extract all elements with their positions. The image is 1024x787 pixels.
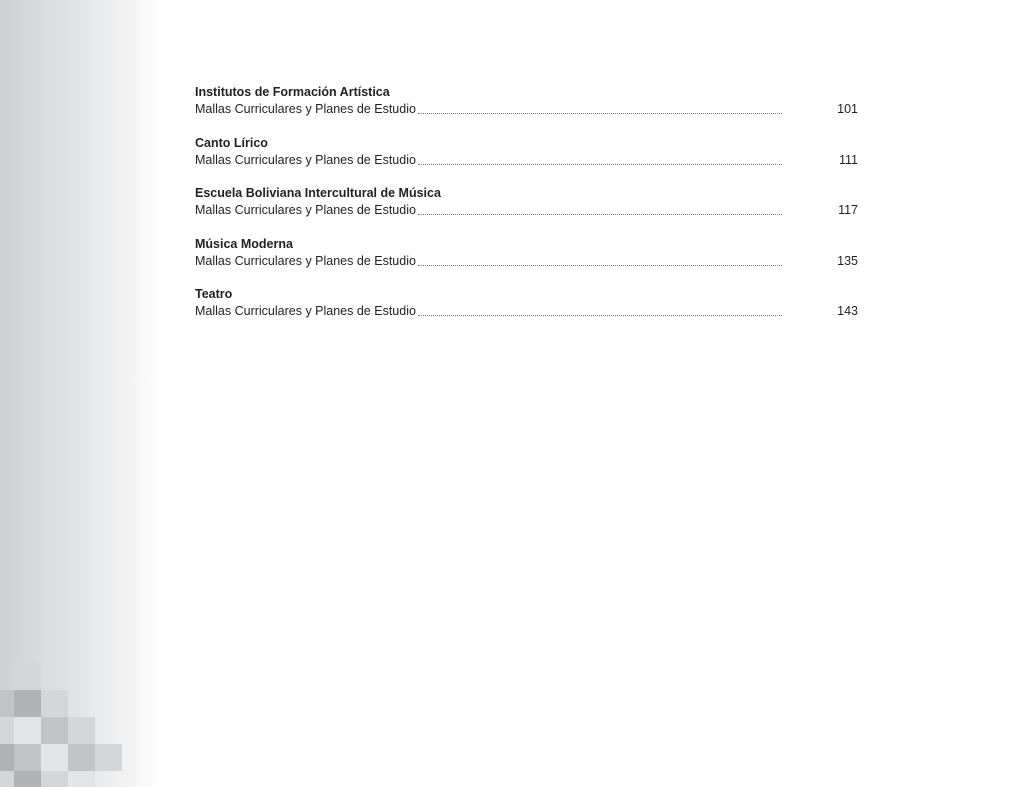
toc-entry [195,185,858,236]
toc-line [195,152,858,169]
toc-entry [195,236,858,287]
mosaic-tile [68,744,95,771]
dot-leader [418,214,782,215]
toc-subtitle: Mallas Curriculares y Planes de Estudio [195,253,416,268]
toc-entry [195,286,858,337]
dot-leader [418,164,782,165]
toc-heading: Teatro [195,287,233,301]
mosaic-tile [0,771,14,787]
table-of-contents [195,84,858,337]
mosaic-tile [14,771,41,787]
mosaic-tile [14,663,41,690]
mosaic-tile [14,744,41,771]
dot-leader [418,315,782,316]
toc-heading: Escuela Boliviana Intercultural de Música [195,186,441,200]
dot-leader [418,113,782,114]
mosaic-tile [41,690,68,717]
mosaic-tile [68,771,95,787]
mosaic-tile [41,771,68,787]
toc-page-number: 117 [838,203,858,217]
dot-leader [418,265,782,266]
mosaic-tile [41,744,68,771]
mosaic-tile [14,717,41,744]
toc-subtitle: Mallas Curriculares y Planes de Estudio [195,152,416,167]
mosaic-tile [0,690,14,717]
mosaic-tile [41,717,68,744]
toc-line [195,303,858,320]
mosaic-tile [0,717,14,744]
toc-page-number: 135 [837,253,858,268]
mosaic-tile [68,717,95,744]
mosaic-tile [14,690,41,717]
toc-heading: Música Moderna [195,236,293,251]
toc-page-number: 143 [837,304,858,318]
mosaic-tile [0,744,14,771]
decorative-pixel-mosaic [0,0,160,787]
toc-entry [195,84,858,135]
toc-line [195,202,858,219]
toc-heading: Canto Lírico [195,135,268,150]
toc-entry [195,135,858,186]
toc-line [195,101,858,118]
toc-page-number: 111 [838,152,858,167]
toc-line [195,253,858,270]
toc-page-number: 101 [837,102,858,116]
toc-subtitle: Mallas Curriculares y Planes de Estudio [195,304,416,318]
toc-subtitle: Mallas Curriculares y Planes de Estudio [195,102,416,116]
mosaic-tile [95,744,122,771]
toc-heading: Institutos de Formación Artística [195,85,390,99]
toc-subtitle: Mallas Curriculares y Planes de Estudio [195,203,416,217]
